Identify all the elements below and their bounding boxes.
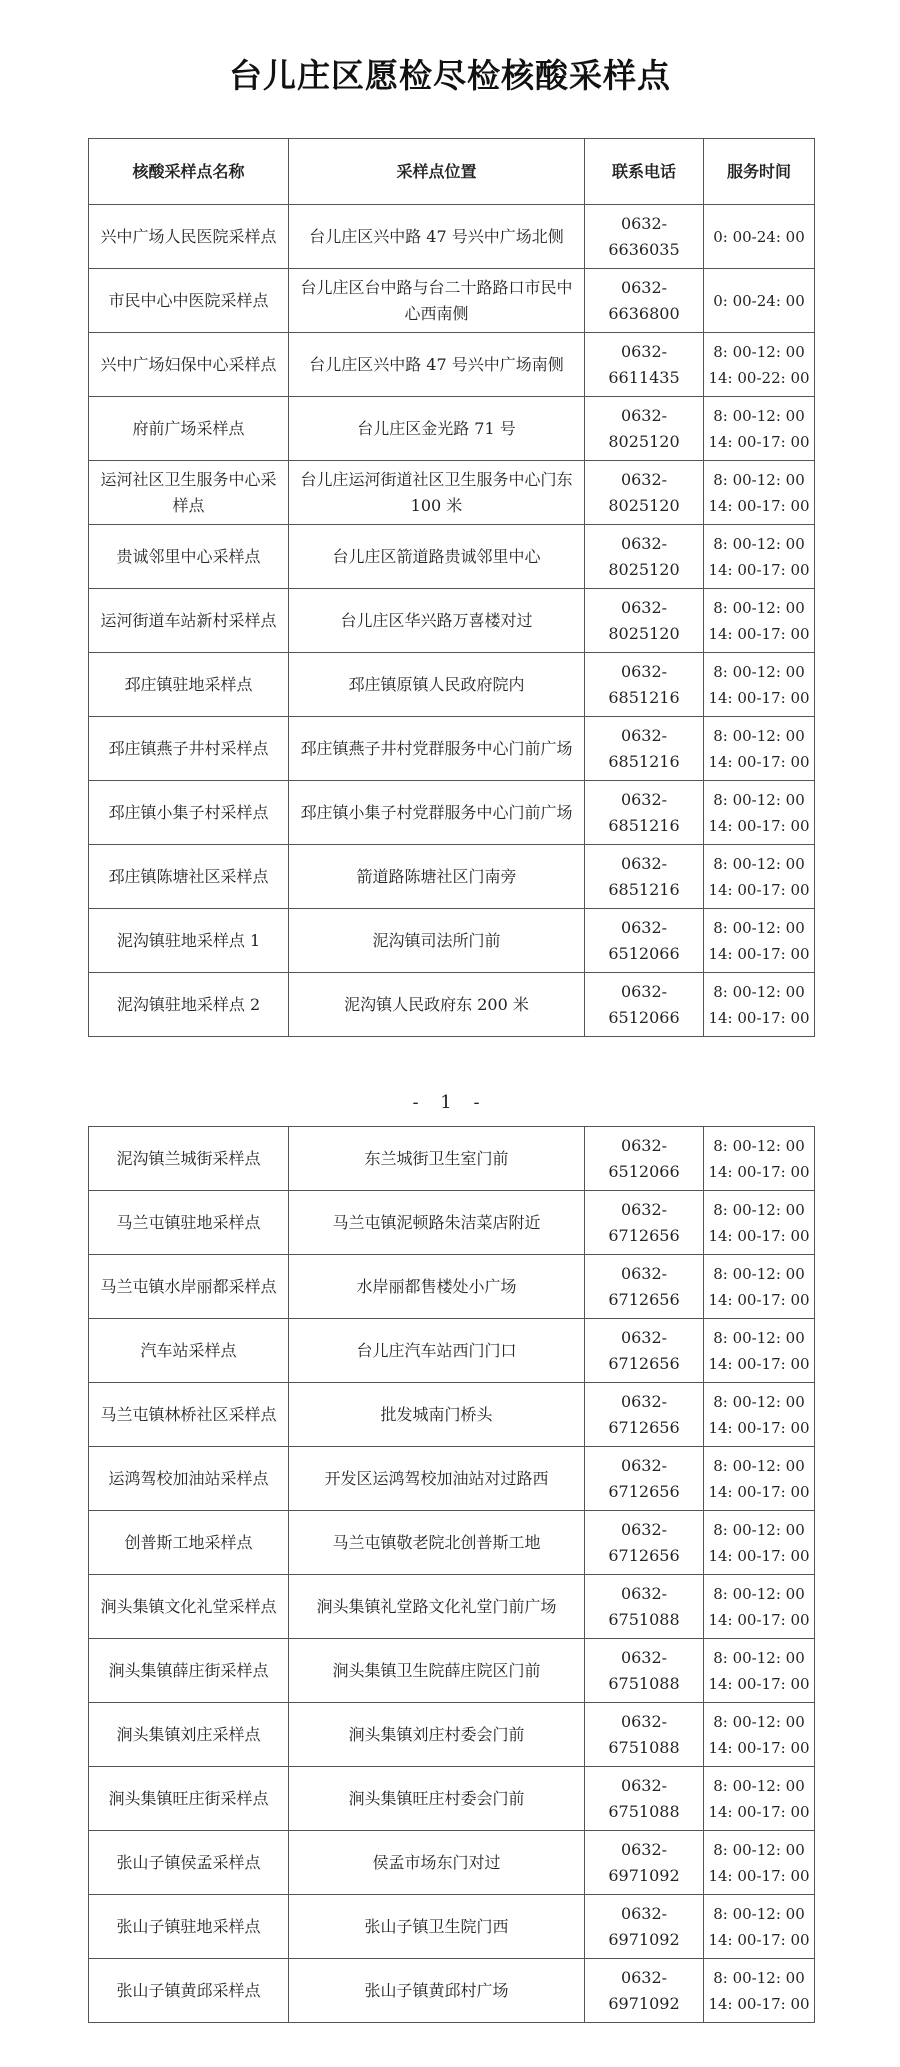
site-name-cell: 兴中广场妇保中心采样点: [89, 333, 289, 397]
service-time-cell: 8: 00-12: 00 14: 00-17: 00: [704, 1831, 815, 1895]
service-time-cell: 8: 00-12: 00 14: 00-17: 00: [704, 717, 815, 781]
table-row: [89, 1895, 815, 1959]
site-location-cell: 水岸丽都售楼处小广场: [289, 1255, 585, 1319]
site-name-cell: 泥沟镇兰城街采样点: [89, 1127, 289, 1191]
site-name-cell: 泥沟镇驻地采样点 1: [89, 909, 289, 973]
phone-cell: 0632-6751088: [585, 1767, 704, 1831]
phone-cell: 0632-6851216: [585, 653, 704, 717]
phone-cell: 0632-8025120: [585, 461, 704, 525]
service-time-cell: 8: 00-12: 00 14: 00-17: 00: [704, 1703, 815, 1767]
site-location-cell: 台儿庄汽车站西门门口: [289, 1319, 585, 1383]
service-time-cell: 8: 00-12: 00 14: 00-17: 00: [704, 1767, 815, 1831]
site-location-cell: 涧头集镇礼堂路文化礼堂门前广场: [289, 1575, 585, 1639]
table-row: [89, 717, 815, 781]
phone-cell: 0632-6636800: [585, 269, 704, 333]
site-name-cell: 张山子镇侯孟采样点: [89, 1831, 289, 1895]
header-service-time: 服务时间: [704, 139, 815, 205]
site-name-cell: 涧头集镇旺庄街采样点: [89, 1767, 289, 1831]
site-name-cell: 创普斯工地采样点: [89, 1511, 289, 1575]
service-time-cell: 8: 00-12: 00 14: 00-17: 00: [704, 589, 815, 653]
site-name-cell: 邳庄镇陈塘社区采样点: [89, 845, 289, 909]
site-location-cell: 台儿庄区箭道路贵诚邻里中心: [289, 525, 585, 589]
site-name-cell: 运河社区卫生服务中心采样点: [89, 461, 289, 525]
service-time-cell: 8: 00-12: 00 14: 00-17: 00: [704, 525, 815, 589]
site-location-cell: 东兰城街卫生室门前: [289, 1127, 585, 1191]
site-name-cell: 马兰屯镇驻地采样点: [89, 1191, 289, 1255]
site-location-cell: 张山子镇黄邱村广场: [289, 1959, 585, 2023]
table-row: [89, 1127, 815, 1191]
table-header-row: [89, 139, 815, 205]
site-name-cell: 马兰屯镇水岸丽都采样点: [89, 1255, 289, 1319]
phone-cell: 0632-6971092: [585, 1895, 704, 1959]
service-time-cell: 8: 00-12: 00 14: 00-17: 00: [704, 1511, 815, 1575]
site-location-cell: 邳庄镇小集子村党群服务中心门前广场: [289, 781, 585, 845]
service-time-cell: 8: 00-12: 00 14: 00-22: 00: [704, 333, 815, 397]
phone-cell: 0632-6512066: [585, 973, 704, 1037]
header-site-name: 核酸采样点名称: [89, 139, 289, 205]
table-row: [89, 1703, 815, 1767]
service-time-cell: 8: 00-12: 00 14: 00-17: 00: [704, 461, 815, 525]
site-location-cell: 邳庄镇原镇人民政府院内: [289, 653, 585, 717]
site-name-cell: 涧头集镇薛庄街采样点: [89, 1639, 289, 1703]
site-location-cell: 马兰屯镇泥顿路朱洁菜店附近: [289, 1191, 585, 1255]
table-row: [89, 461, 815, 525]
service-time-cell: 8: 00-12: 00 14: 00-17: 00: [704, 653, 815, 717]
phone-cell: 0632-6712656: [585, 1191, 704, 1255]
table-row: [89, 1191, 815, 1255]
table-row: [89, 589, 815, 653]
table-row: [89, 205, 815, 269]
site-name-cell: 运鸿驾校加油站采样点: [89, 1447, 289, 1511]
site-name-cell: 邳庄镇小集子村采样点: [89, 781, 289, 845]
phone-cell: 0632-6712656: [585, 1319, 704, 1383]
site-location-cell: 张山子镇卫生院门西: [289, 1895, 585, 1959]
phone-cell: 0632-6751088: [585, 1703, 704, 1767]
service-time-cell: 8: 00-12: 00 14: 00-17: 00: [704, 909, 815, 973]
header-phone: 联系电话: [585, 139, 704, 205]
table-row: [89, 397, 815, 461]
site-location-cell: 台儿庄区金光路 71 号: [289, 397, 585, 461]
site-location-cell: 涧头集镇卫生院薛庄院区门前: [289, 1639, 585, 1703]
service-time-cell: 0: 00-24: 00: [704, 269, 815, 333]
site-name-cell: 泥沟镇驻地采样点 2: [89, 973, 289, 1037]
site-name-cell: 邳庄镇驻地采样点: [89, 653, 289, 717]
site-location-cell: 台儿庄运河街道社区卫生服务中心门东 100 米: [289, 461, 585, 525]
phone-cell: 0632-8025120: [585, 397, 704, 461]
service-time-cell: 8: 00-12: 00 14: 00-17: 00: [704, 845, 815, 909]
table-row: [89, 781, 815, 845]
site-name-cell: 贵诚邻里中心采样点: [89, 525, 289, 589]
site-name-cell: 张山子镇黄邱采样点: [89, 1959, 289, 2023]
site-location-cell: 开发区运鸿驾校加油站对过路西: [289, 1447, 585, 1511]
service-time-cell: 8: 00-12: 00 14: 00-17: 00: [704, 1255, 815, 1319]
table-row: [89, 845, 815, 909]
table-row: [89, 1383, 815, 1447]
site-name-cell: 邳庄镇燕子井村采样点: [89, 717, 289, 781]
phone-cell: 0632-6712656: [585, 1383, 704, 1447]
table-row: [89, 1575, 815, 1639]
table-row: [89, 1511, 815, 1575]
service-time-cell: 8: 00-12: 00 14: 00-17: 00: [704, 1639, 815, 1703]
service-time-cell: 8: 00-12: 00 14: 00-17: 00: [704, 1959, 815, 2023]
phone-cell: 0632-6512066: [585, 909, 704, 973]
service-time-cell: 8: 00-12: 00 14: 00-17: 00: [704, 397, 815, 461]
site-location-cell: 侯孟市场东门对过: [289, 1831, 585, 1895]
site-location-cell: 马兰屯镇敬老院北创普斯工地: [289, 1511, 585, 1575]
site-location-cell: 泥沟镇司法所门前: [289, 909, 585, 973]
table-row: [89, 653, 815, 717]
service-time-cell: 8: 00-12: 00 14: 00-17: 00: [704, 1127, 815, 1191]
service-time-cell: 8: 00-12: 00 14: 00-17: 00: [704, 973, 815, 1037]
service-time-cell: 8: 00-12: 00 14: 00-17: 00: [704, 1383, 815, 1447]
sampling-sites-table-2: [88, 1126, 815, 2023]
service-time-cell: 8: 00-12: 00 14: 00-17: 00: [704, 1191, 815, 1255]
table-row: [89, 1959, 815, 2023]
site-location-cell: 台儿庄区华兴路万喜楼对过: [289, 589, 585, 653]
site-name-cell: 汽车站采样点: [89, 1319, 289, 1383]
service-time-cell: 0: 00-24: 00: [704, 205, 815, 269]
phone-cell: 0632-6751088: [585, 1639, 704, 1703]
site-location-cell: 批发城南门桥头: [289, 1383, 585, 1447]
service-time-cell: 8: 00-12: 00 14: 00-17: 00: [704, 1319, 815, 1383]
site-location-cell: 箭道路陈塘社区门南旁: [289, 845, 585, 909]
table-row: [89, 333, 815, 397]
phone-cell: 0632-8025120: [585, 589, 704, 653]
service-time-cell: 8: 00-12: 00 14: 00-17: 00: [704, 781, 815, 845]
page-title: 台儿庄区愿检尽检核酸采样点: [229, 56, 671, 95]
table-row: [89, 525, 815, 589]
phone-cell: 0632-6851216: [585, 781, 704, 845]
phone-cell: 0632-6851216: [585, 717, 704, 781]
site-name-cell: 涧头集镇刘庄采样点: [89, 1703, 289, 1767]
site-name-cell: 运河街道车站新村采样点: [89, 589, 289, 653]
phone-cell: 0632-6971092: [585, 1831, 704, 1895]
site-location-cell: 台儿庄区兴中路 47 号兴中广场北侧: [289, 205, 585, 269]
phone-cell: 0632-6611435: [585, 333, 704, 397]
table-row: [89, 909, 815, 973]
site-location-cell: 台儿庄区台中路与台二十路路口市民中心西南侧: [289, 269, 585, 333]
site-name-cell: 张山子镇驻地采样点: [89, 1895, 289, 1959]
phone-cell: 0632-6712656: [585, 1511, 704, 1575]
phone-cell: 0632-6712656: [585, 1447, 704, 1511]
table-row: [89, 269, 815, 333]
service-time-cell: 8: 00-12: 00 14: 00-17: 00: [704, 1895, 815, 1959]
site-name-cell: 府前广场采样点: [89, 397, 289, 461]
service-time-cell: 8: 00-12: 00 14: 00-17: 00: [704, 1575, 815, 1639]
site-name-cell: 涧头集镇文化礼堂采样点: [89, 1575, 289, 1639]
site-location-cell: 涧头集镇旺庄村委会门前: [289, 1767, 585, 1831]
table-row: [89, 1767, 815, 1831]
table-row: [89, 1831, 815, 1895]
site-location-cell: 涧头集镇刘庄村委会门前: [289, 1703, 585, 1767]
phone-cell: 0632-6851216: [585, 845, 704, 909]
site-location-cell: 邳庄镇燕子井村党群服务中心门前广场: [289, 717, 585, 781]
site-location-cell: 台儿庄区兴中路 47 号兴中广场南侧: [289, 333, 585, 397]
service-time-cell: 8: 00-12: 00 14: 00-17: 00: [704, 1447, 815, 1511]
table-row: [89, 1255, 815, 1319]
site-location-cell: 泥沟镇人民政府东 200 米: [289, 973, 585, 1037]
table-row: [89, 1447, 815, 1511]
page-number: - 1 -: [412, 1092, 488, 1113]
site-name-cell: 兴中广场人民医院采样点: [89, 205, 289, 269]
table-row: [89, 1319, 815, 1383]
phone-cell: 0632-6636035: [585, 205, 704, 269]
header-location: 采样点位置: [289, 139, 585, 205]
table-row: [89, 1639, 815, 1703]
phone-cell: 0632-6712656: [585, 1255, 704, 1319]
phone-cell: 0632-6751088: [585, 1575, 704, 1639]
phone-cell: 0632-6512066: [585, 1127, 704, 1191]
phone-cell: 0632-8025120: [585, 525, 704, 589]
site-name-cell: 马兰屯镇林桥社区采样点: [89, 1383, 289, 1447]
table-row: [89, 973, 815, 1037]
site-name-cell: 市民中心中医院采样点: [89, 269, 289, 333]
sampling-sites-table-1: [88, 138, 815, 1037]
phone-cell: 0632-6971092: [585, 1959, 704, 2023]
